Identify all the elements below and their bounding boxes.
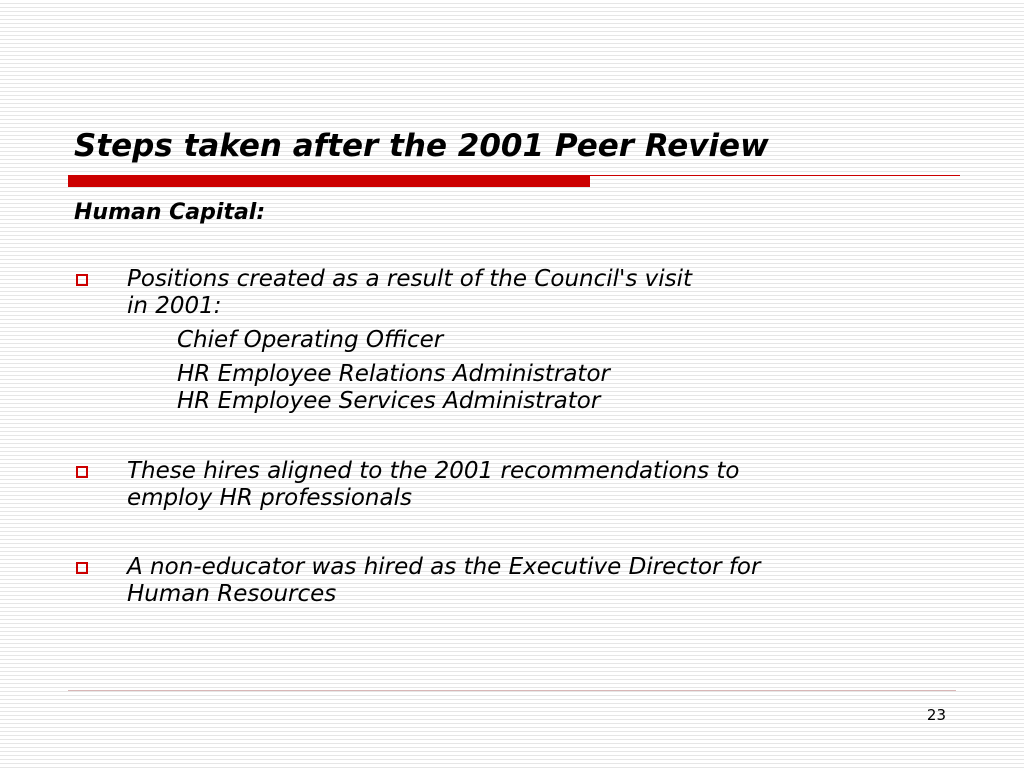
sub-item-hr-employee-services: HR Employee Services Administrator [177,388,601,414]
square-bullet-icon [76,466,88,478]
bullet-text [127,554,927,608]
bullet-line: Positions created as a result of the Council's visit [127,266,693,292]
sub-item-hr-employee-relations: HR Employee Relations Administrator [177,361,610,387]
slide-title: Steps taken after the 2001 Peer Review [74,128,769,164]
bullet-line: These hires aligned to the 2001 recommendations to [127,458,740,484]
title-underline-thick [68,175,590,187]
bullet-line: in 2001: [127,293,222,319]
bullet-line: Human Resources [127,581,337,607]
section-subheading: Human Capital: [74,200,266,225]
sub-item-chief-operating-officer: Chief Operating Officer [177,327,444,353]
bullet-line: employ HR professionals [127,485,412,511]
page-number: 23 [926,706,946,724]
title-underline-thin [590,175,960,176]
bullet-text [127,266,927,415]
bullet-line: A non-educator was hired as the Executive Director for [127,554,761,580]
square-bullet-icon [76,274,88,286]
square-bullet-icon [76,562,88,574]
footer-divider [68,690,956,691]
bullet-text [127,458,927,512]
